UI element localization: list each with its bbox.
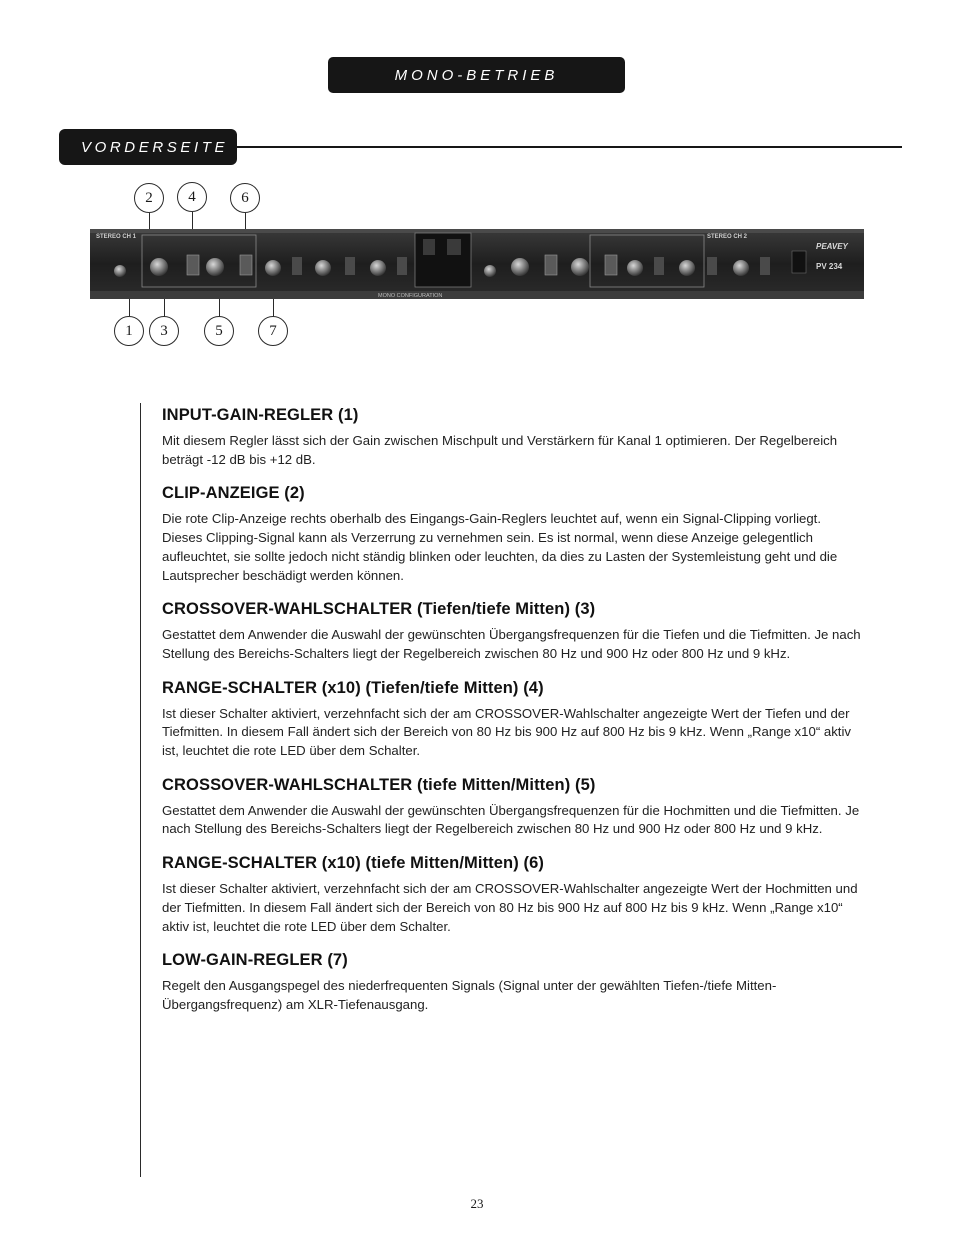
section-title: VORDERSEITE: [81, 138, 229, 156]
item-text: Regelt den Ausgangspegel des niederfrequenten Signals (Signal unter der gewählten Tiefen-/tiefe Mitten-Übergangsfrequenz) am XLR-Tiefenausgang.: [162, 978, 777, 1012]
callout-7: [258, 316, 288, 346]
item-input-gain: [162, 404, 862, 469]
crossover-knob-mid-ch2: [571, 258, 589, 276]
control-descriptions: [162, 404, 862, 1028]
callout-number: 1: [125, 322, 133, 339]
phase-switch: [292, 257, 302, 275]
panel-label-mono: MONO CONFIGURATION: [378, 293, 443, 299]
amplifier-front-panel: [90, 229, 864, 299]
range-switch-mid-ch2: [605, 255, 617, 275]
brand-logo: PEAVEY: [816, 242, 848, 251]
callout-number: 4: [188, 188, 196, 205]
callout-number: 6: [241, 189, 249, 206]
high-gain-knob: [370, 260, 386, 276]
callout-number: 2: [145, 189, 153, 206]
phase-switch: [654, 257, 664, 275]
callout-1: [114, 316, 144, 346]
section-tab-vorderseite: [59, 129, 237, 165]
callout-3: [149, 316, 179, 346]
phase-switch: [707, 257, 717, 275]
content-margin-rule: [140, 403, 141, 1177]
input-gain-knob: [114, 265, 126, 277]
callout-number: 3: [160, 322, 168, 339]
item-title: RANGE-SCHALTER (x10) (tiefe Mitten/Mitten) (6): [162, 854, 544, 873]
phase-switch: [345, 257, 355, 275]
callout-6: [230, 183, 260, 213]
banner-title: MONO-BETRIEB: [394, 66, 559, 84]
power-switch: [792, 251, 806, 273]
page-number: 23: [470, 1196, 484, 1211]
mono-switch: [447, 239, 461, 255]
low-gain-knob-ch2: [627, 260, 643, 276]
item-range-mid: [162, 852, 862, 936]
panel-label-ch1: STEREO CH 1: [96, 234, 137, 240]
phase-switch: [760, 257, 770, 275]
item-text: Mit diesem Regler lässt sich der Gain zwischen Mischpult und Verstärkern für Kanal 1 optimieren. Der Regelbereich beträgt -12 dB bis +12 dB.: [162, 433, 838, 467]
section-divider: [237, 146, 902, 148]
item-crossover-low: [162, 598, 862, 663]
crossover-knob-low-ch2: [511, 258, 529, 276]
item-low-gain: [162, 949, 862, 1014]
item-title: LOW-GAIN-REGLER (7): [162, 951, 348, 970]
item-title: CROSSOVER-WAHLSCHALTER (tiefe Mitten/Mitten) (5): [162, 775, 596, 794]
item-crossover-mid: [162, 774, 862, 839]
item-range-low: [162, 677, 862, 761]
callout-number: 7: [269, 322, 277, 339]
mono-switch: [423, 239, 435, 255]
item-title: CROSSOVER-WAHLSCHALTER (Tiefen/tiefe Mitten) (3): [162, 600, 596, 619]
callout-4: [177, 182, 207, 212]
mono-betrieb-banner: [328, 57, 625, 93]
item-text: Die rote Clip-Anzeige rechts oberhalb des Eingangs-Gain-Reglers leuchtet auf, wenn ein Signal-Clipping vorliegt. Dieses Clipping-Signal kann als Verzerrung zu vernehmen sein. Es ist normal, wenn diese Anzeige gelegentlich aufleuchtet, sie sollte jedoch nicht ständig blinken oder leuchten, da dies zu Lasten der Systemleistung geht und die Lautsprecher beschädigt werden können.: [162, 511, 838, 583]
input-gain-knob-ch2: [484, 265, 496, 277]
mid-gain-knob-ch2: [679, 260, 695, 276]
item-text: Gestattet dem Anwender die Auswahl der gewünschten Übergangsfrequenzen für die Hochmitten und die Tiefmitten. Je nach Stellung des Bereichs-Schalters liegt der Regelbereich zwischen 80 Hz und 900 Hz oder 800 Hz und 9 kHz.: [162, 802, 860, 837]
high-gain-knob-ch2: [733, 260, 749, 276]
range-switch-low: [187, 255, 199, 275]
item-title: CLIP-ANZEIGE (2): [162, 484, 305, 503]
callout-5: [204, 316, 234, 346]
item-text: Ist dieser Schalter aktiviert, verzehnfacht sich der am CROSSOVER-Wahlschalter angezeigte Wert der Tiefen und der Tiefmitten. In diesem Fall ändert sich der Bereich von 80 Hz bis 900 Hz auf 800 Hz bis 9 kHz. Wenn „Range x10“ aktiv ist, leuchtet die rote LED über dem Schalter.: [162, 705, 851, 759]
model-label: PV 234: [816, 262, 843, 271]
item-text: Ist dieser Schalter aktiviert, verzehnfacht sich der am CROSSOVER-Wahlschalter angezeigte Wert der Hochmitten und der Tiefmitten. In diesem Fall ändert sich der Bereich von 80 Hz bis 900 Hz auf 800 Hz bis 9 kHz. Wenn „Range x10“ aktiv ist, leuchtet die rote LED über dem Schalter.: [162, 881, 858, 934]
range-switch-mid: [240, 255, 252, 275]
callout-2: [134, 183, 164, 213]
item-clip-indicator: [162, 482, 862, 585]
crossover-knob-mid: [206, 258, 224, 276]
low-gain-knob: [265, 260, 281, 276]
callout-number: 5: [215, 322, 223, 339]
panel-label-ch2: STEREO CH 2: [707, 234, 748, 240]
crossover-knob-low: [150, 258, 168, 276]
phase-switch: [397, 257, 407, 275]
mid-gain-knob: [315, 260, 331, 276]
item-title: INPUT-GAIN-REGLER (1): [162, 406, 359, 424]
item-text: Gestattet dem Anwender die Auswahl der gewünschten Übergangsfrequenzen für die Tiefen und die Tiefmitten. Je nach Stellung des Bereichs-Schalters liegt der Regelbereich zwischen 80 Hz und 900 Hz oder 800 Hz und 9 kHz.: [162, 627, 861, 661]
item-title: RANGE-SCHALTER (x10) (Tiefen/tiefe Mitten) (4): [162, 678, 544, 697]
range-switch-low-ch2: [545, 255, 557, 275]
